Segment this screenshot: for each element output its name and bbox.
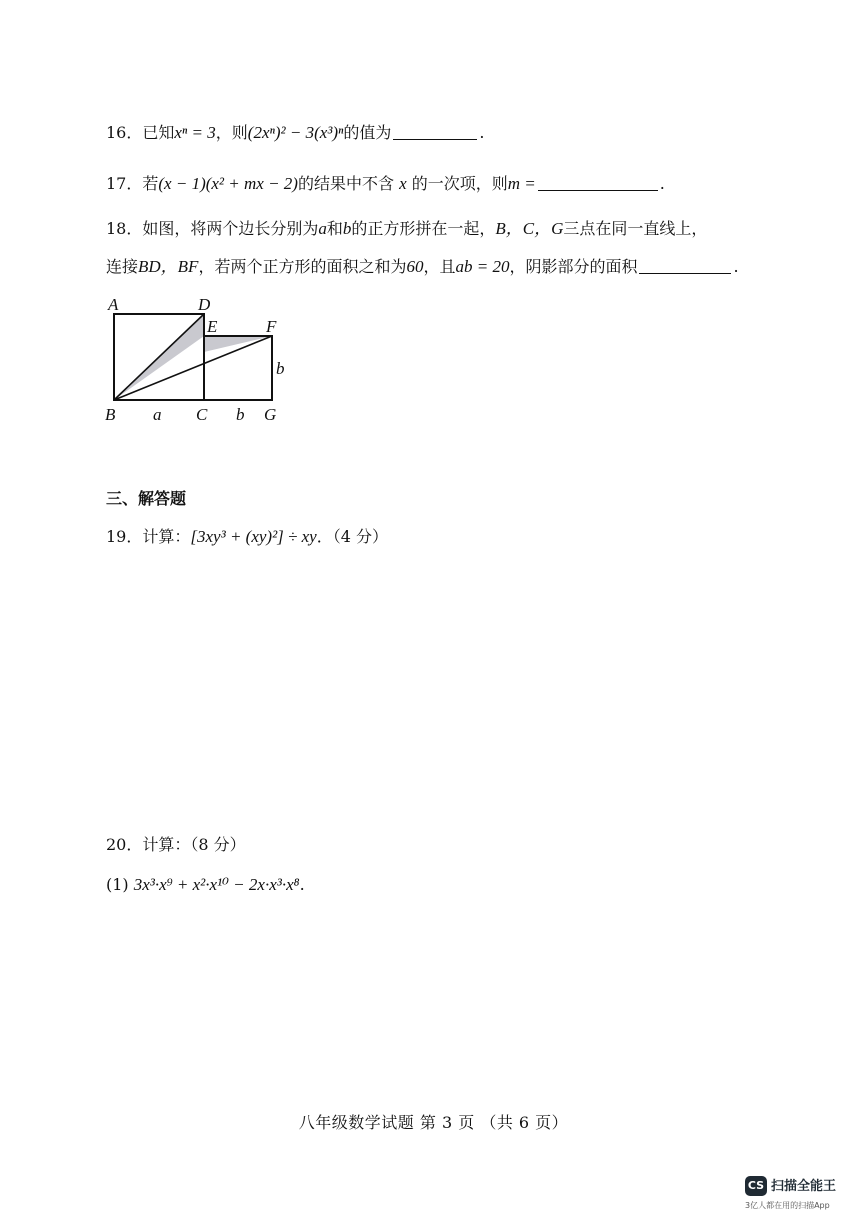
q17-answer-blank[interactable] [538, 172, 658, 191]
q16-number: 16． [106, 123, 143, 142]
q18-number: 18． [106, 219, 143, 238]
q18-text-6: ，且 [423, 257, 456, 276]
page-footer: 八年级数学试题 第 3 页 （共 6 页） [298, 1113, 569, 1132]
q16-end: . [479, 123, 485, 142]
camscanner-logo-icon: CS [745, 1176, 767, 1196]
q16-prefix: 已知 [142, 123, 175, 142]
q20-part1-label: (1) [106, 875, 129, 894]
q17-var: x [399, 174, 407, 193]
label-A: A [108, 295, 119, 314]
segment-bf [114, 336, 272, 400]
q18-and: 和 [326, 219, 343, 238]
q16-answer-blank[interactable] [393, 121, 477, 140]
question-18-line-1 [106, 216, 767, 242]
q16-mid: ，则 [215, 123, 248, 142]
q19-expression: [3xy³ + (xy)²] ÷ xy [190, 527, 317, 546]
q18-text-1: 如图，将两个边长分别为 [142, 219, 319, 238]
q18-figure [100, 292, 300, 432]
q17-number: 17． [106, 174, 143, 193]
q18-a: a [318, 219, 327, 238]
label-a: a [153, 405, 162, 424]
q18-text-4: 连接 [106, 257, 139, 276]
scanner-name: 扫描全能王 [771, 1179, 837, 1194]
q16-expression: (2xⁿ)² − 3(x³)ⁿ [247, 123, 344, 142]
scanner-tagline: 3亿人都在用的扫描App [745, 1201, 830, 1210]
q18-segments: BD，BF [138, 257, 199, 276]
label-b-side: b [276, 359, 285, 378]
q18-text-5: ，若两个正方形的面积之和为 [198, 257, 407, 276]
question-17 [106, 171, 767, 197]
q17-prefix: 若 [142, 174, 159, 193]
label-B: B [105, 405, 116, 424]
label-b-bottom: b [236, 405, 245, 424]
q20-number: 20． [106, 835, 143, 854]
q17-mid2: 的一次项，则 [411, 174, 508, 193]
q20-part1-expression: 3x³·x⁹ + x²·x¹⁰ − 2x·x³·x⁸ [133, 875, 300, 894]
q17-answer-var: m = [507, 174, 536, 193]
question-16 [106, 120, 767, 146]
q16-condition: xⁿ = 3 [174, 123, 216, 142]
q18-text-2: 的正方形拼在一起， [351, 219, 496, 238]
question-19 [106, 524, 767, 550]
q19-number: 19． [106, 527, 143, 546]
q18-text-7: ，阴影部分的面积 [509, 257, 638, 276]
label-F: F [266, 317, 277, 336]
q18-b: b [342, 219, 352, 238]
label-G: G [264, 405, 277, 424]
q18-text-3: 三点在同一直线上， [563, 219, 708, 238]
q18-end: . [733, 257, 739, 276]
label-D: D [198, 295, 211, 314]
question-18-line-2 [106, 254, 767, 280]
q18-points: B，C，G [495, 219, 564, 238]
q17-mid: 的结果中不含 [297, 174, 394, 193]
q19-points: ．（4 分） [316, 527, 388, 546]
question-20-part-1 [106, 872, 767, 898]
squares-diagram [100, 292, 300, 432]
q20-prefix: 计算：（8 分） [142, 835, 246, 854]
q19-prefix: 计算： [142, 527, 191, 546]
section-3-title: 三、解答题 [106, 489, 187, 508]
scanner-watermark [745, 1174, 855, 1218]
q17-expression: (x − 1)(x² + mx − 2) [158, 174, 298, 193]
q16-suffix: 的值为 [343, 123, 392, 142]
q20-part1-end: . [299, 875, 305, 894]
question-20 [106, 832, 767, 858]
label-E: E [207, 317, 218, 336]
q18-answer-blank[interactable] [639, 255, 731, 274]
label-C: C [196, 405, 208, 424]
q18-sum: 60 [406, 257, 424, 276]
q17-end: . [659, 174, 665, 193]
segment-bd [114, 314, 204, 400]
q18-product: ab = 20 [455, 257, 510, 276]
